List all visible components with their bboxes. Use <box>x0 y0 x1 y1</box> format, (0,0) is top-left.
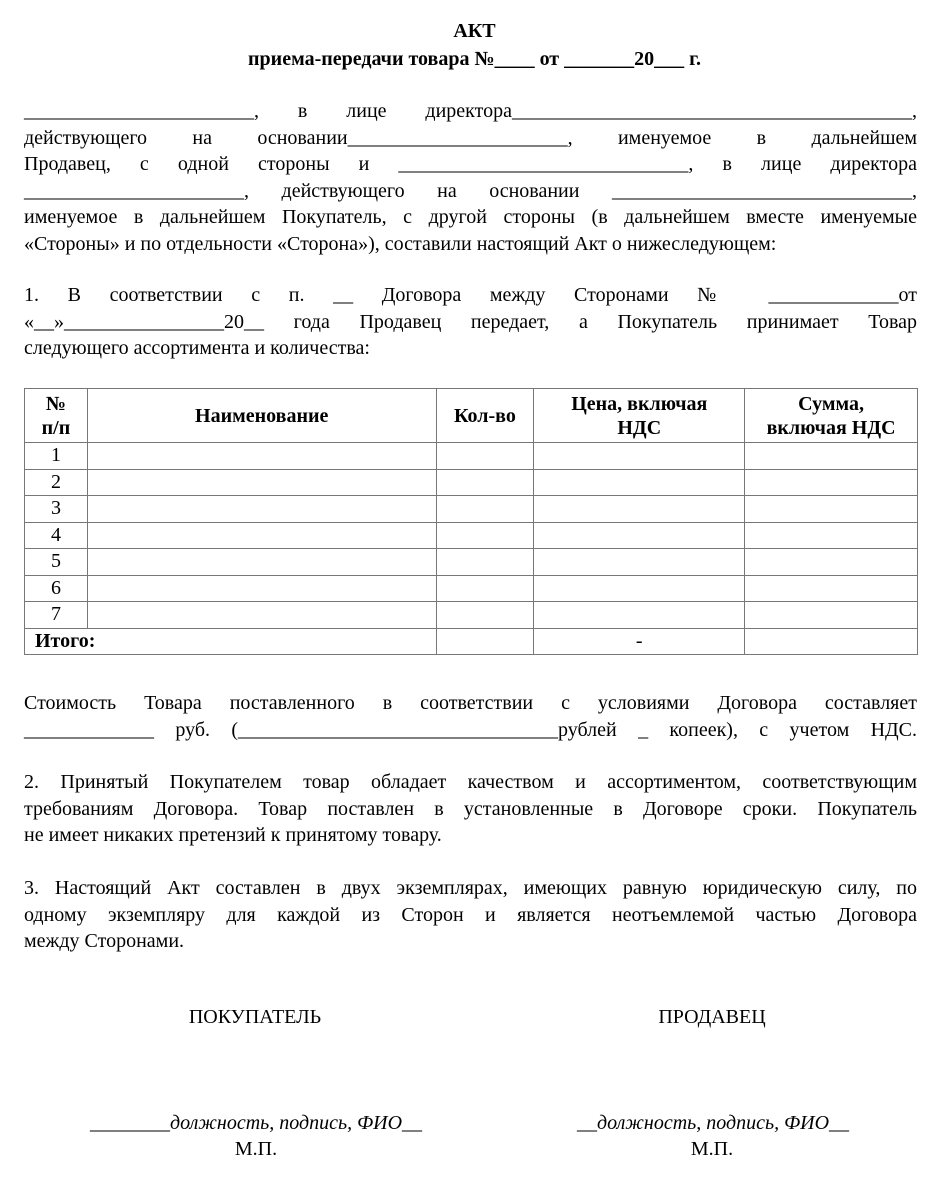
seller-seal: М.П. <box>690 1138 734 1160</box>
seller-signature-line[interactable]: __должность, подпись, ФИО__ <box>576 1112 850 1134</box>
cell-quantity[interactable] <box>436 575 534 602</box>
cell-quantity[interactable] <box>436 469 534 496</box>
table-header-row <box>25 389 918 443</box>
cell-sum[interactable] <box>745 549 918 576</box>
table-row <box>25 602 918 629</box>
table-total-row <box>25 628 918 655</box>
cell-price[interactable] <box>534 522 745 549</box>
cell-sum[interactable] <box>745 496 918 523</box>
cell-price[interactable] <box>534 575 745 602</box>
intro-line: _______________________, в лице директора________________________________________, <box>24 100 917 122</box>
cell-price[interactable] <box>534 602 745 629</box>
clause-2-line: требованиям Договора. Товар поставлен в установленные в Договоре сроки. Покупатель <box>24 797 917 820</box>
table-row <box>25 575 918 602</box>
table-row <box>25 496 918 523</box>
cell-sum[interactable] <box>745 602 918 629</box>
clause-2-line: 2. Принятый Покупателем товар обладает качеством и ассортиментом, соответствующим <box>24 771 917 793</box>
cell-quantity[interactable] <box>436 549 534 576</box>
cell-price[interactable] <box>534 549 745 576</box>
total-price[interactable]: - <box>534 628 745 655</box>
cell-name[interactable] <box>87 602 436 629</box>
buyer-signature-line[interactable]: ________должность, подпись, ФИО__ <box>89 1112 423 1134</box>
total-quantity[interactable] <box>436 628 534 655</box>
cell-sum[interactable] <box>745 469 918 496</box>
clause-3-paragraph <box>24 875 917 955</box>
cell-sum[interactable] <box>745 522 918 549</box>
cost-line: Стоимость Товара поставленного в соответствии с условиями Договора составляет <box>24 692 917 714</box>
total-label: Итого: <box>25 628 437 655</box>
clause-1-line: 1. В соответствии с п. __ Договора между Сторонами № _____________от <box>24 284 917 306</box>
buyer-seal: М.П. <box>234 1138 278 1160</box>
intro-line: действующего на основании______________________, именуемое в дальнейшем <box>24 126 917 149</box>
cell-quantity[interactable] <box>436 496 534 523</box>
clause-2-paragraph <box>24 769 917 849</box>
cell-quantity[interactable] <box>436 443 534 470</box>
cell-number: 1 <box>25 443 88 470</box>
intro-paragraph <box>24 98 917 257</box>
clause-3-line: одному экземпляру для каждой из Сторон и является неотъемлемой частью Договора <box>24 903 917 926</box>
header-sum: Сумма, включая НДС <box>745 389 918 443</box>
cell-name[interactable] <box>87 522 436 549</box>
clause-3-line: между Сторонами. <box>24 930 185 952</box>
goods-table <box>24 388 918 655</box>
header-price: Цена, включая НДС <box>534 389 745 443</box>
cell-number: 4 <box>25 522 88 549</box>
header-quantity: Кол-во <box>436 389 534 443</box>
total-sum[interactable] <box>745 628 918 655</box>
intro-line: «Стороны» и по отдельности «Сторона»), составили настоящий Акт о нижеследующем: <box>24 232 777 255</box>
seller-label: ПРОДАВЕЦ <box>658 1006 766 1028</box>
clause-3-line: 3. Настоящий Акт составлен в двух экземплярах, имеющих равную юридическую силу, по <box>24 877 917 899</box>
clause-1-paragraph <box>24 282 917 362</box>
document-title: АКТ <box>453 20 496 42</box>
cost-paragraph <box>24 690 917 743</box>
cell-price[interactable] <box>534 469 745 496</box>
cell-number: 7 <box>25 602 88 629</box>
intro-line: Продавец, с одной стороны и _____________________________, в лице директора <box>24 153 917 175</box>
cell-price[interactable] <box>534 496 745 523</box>
header-number: № п/п <box>25 389 88 443</box>
cell-name[interactable] <box>87 469 436 496</box>
intro-line: именуемое в дальнейшем Покупатель, с другой стороны (в дальнейшем вместе именуемые <box>24 206 917 228</box>
intro-line: ______________________, действующего на основании ______________________________, <box>24 179 917 202</box>
cell-name[interactable] <box>87 443 436 470</box>
cell-number: 2 <box>25 469 88 496</box>
clause-1-line: «__»________________20__ года Продавец передает, а Покупатель принимает Товар <box>24 310 917 333</box>
cell-quantity[interactable] <box>436 522 534 549</box>
cell-name[interactable] <box>87 575 436 602</box>
cell-sum[interactable] <box>745 443 918 470</box>
table-row <box>25 549 918 576</box>
cell-name[interactable] <box>87 496 436 523</box>
cell-name[interactable] <box>87 549 436 576</box>
clause-1-line: следующего ассортимента и количества: <box>24 337 370 359</box>
cell-sum[interactable] <box>745 575 918 602</box>
cell-price[interactable] <box>534 443 745 470</box>
table-row <box>25 469 918 496</box>
header-name: Наименование <box>87 389 436 443</box>
cost-line: _____________ руб. (________________________________рублей _ копеек), с учетом НДС. <box>24 718 917 741</box>
cell-quantity[interactable] <box>436 602 534 629</box>
cell-number: 3 <box>25 496 88 523</box>
cell-number: 6 <box>25 575 88 602</box>
clause-2-line: не имеет никаких претензий к принятому товару. <box>24 824 442 846</box>
table-row <box>25 522 918 549</box>
table-row <box>25 443 918 470</box>
document-subtitle: приема-передачи товара №____ от _______20___ г. <box>248 48 701 70</box>
cell-number: 5 <box>25 549 88 576</box>
buyer-label: ПОКУПАТЕЛЬ <box>188 1006 322 1028</box>
